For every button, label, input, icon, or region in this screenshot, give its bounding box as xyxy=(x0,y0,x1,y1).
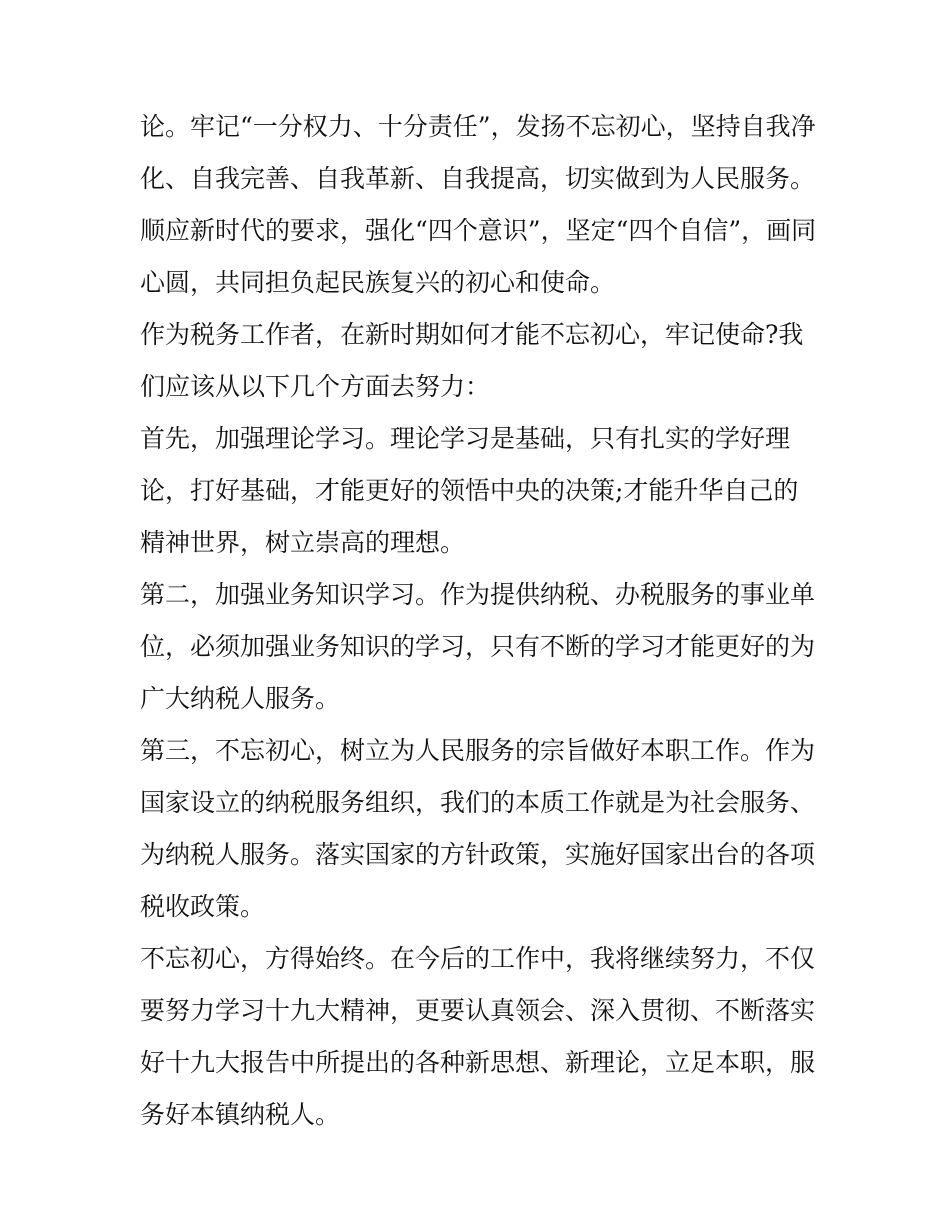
text-line: 为纳税人服务。落实国家的方针政策，实施好国家出台的各项 xyxy=(140,840,816,869)
text-line: 作为税务工作者，在新时期如何才能不忘初心，牢记使命?我 xyxy=(140,320,804,349)
text-line: 不忘初心，方得始终。在今后的工作中，我将继续努力，不仅 xyxy=(140,944,816,973)
paragraph-5 xyxy=(140,725,820,933)
text-line: 心圆，共同担负起民族复兴的初心和使命。 xyxy=(140,268,616,297)
document-body xyxy=(140,101,820,1141)
text-line: 税收政策。 xyxy=(140,892,266,921)
text-line: 精神世界，树立崇高的理想。 xyxy=(140,528,466,557)
text-line: 第三，不忘初心，树立为人民服务的宗旨做好本职工作。作为 xyxy=(140,736,816,765)
text-line: 要努力学习十九大精神，更要认真领会、深入贯彻、不断落实 xyxy=(140,996,816,1025)
text-line: 好十九大报告中所提出的各种新思想、新理论，立足本职，服 xyxy=(140,1048,816,1077)
text-line: 化、自我完善、自我革新、自我提高，切实做到为人民服务。 xyxy=(140,164,816,193)
paragraph-2 xyxy=(140,309,820,413)
text-line: 们应该从以下几个方面去努力： xyxy=(140,372,491,401)
text-line: 论。牢记“一分权力、十分责任”，发扬不忘初心，坚持自我净 xyxy=(140,112,816,141)
text-line: 务好本镇纳税人。 xyxy=(140,1100,341,1129)
text-line: 广大纳税人服务。 xyxy=(140,684,341,713)
paragraph-1 xyxy=(140,101,820,309)
text-line: 首先，加强理论学习。理论学习是基础，只有扎实的学好理 xyxy=(140,424,791,453)
text-line: 第二，加强业务知识学习。作为提供纳税、办税服务的事业单 xyxy=(140,580,816,609)
text-line: 论，打好基础，才能更好的领悟中央的决策;才能升华自己的 xyxy=(140,476,799,505)
paragraph-6 xyxy=(140,933,820,1141)
paragraph-3 xyxy=(140,413,820,569)
text-line: 顺应新时代的要求，强化“四个意识”，坚定“四个自信”，画同 xyxy=(140,216,817,245)
paragraph-4 xyxy=(140,569,820,725)
text-line: 位，必须加强业务知识的学习，只有不断的学习才能更好的为 xyxy=(140,632,816,661)
text-line: 国家设立的纳税服务组织，我们的本质工作就是为社会服务、 xyxy=(140,788,816,817)
